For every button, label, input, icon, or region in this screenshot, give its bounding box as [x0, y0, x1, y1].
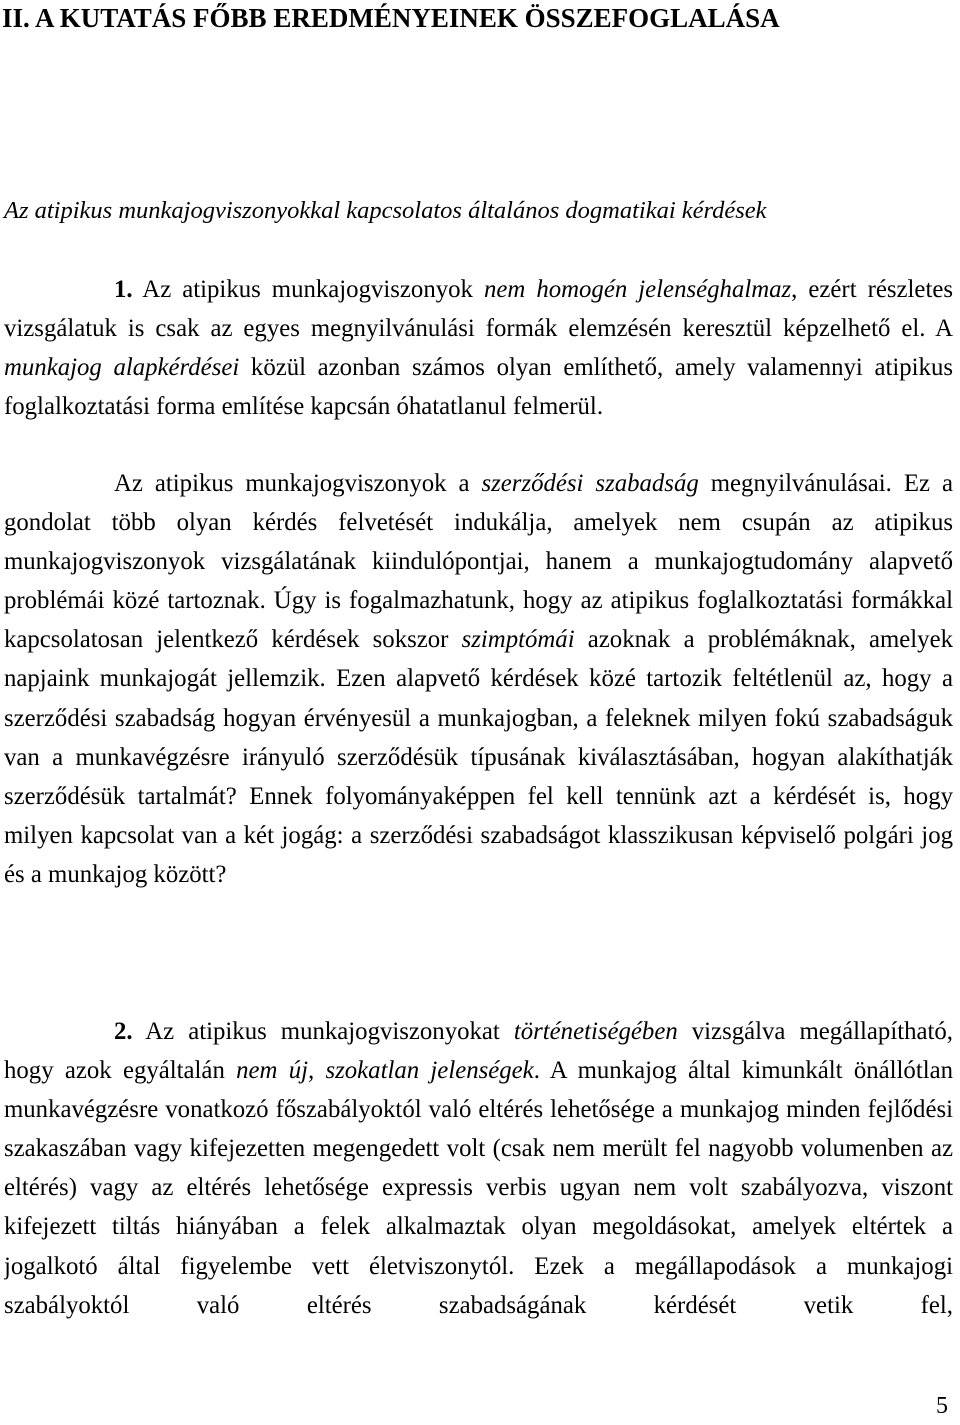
chapter-heading: II. A KUTATÁS FŐBB EREDMÉNYEINEK ÖSSZEFOGLALÁSA [2, 3, 780, 33]
paragraph-2 [4, 1012, 953, 1364]
paragraph-emphasis: szerződési szabadság [481, 470, 699, 497]
paragraph-text: Az atipikus munkajogviszonyok [132, 276, 484, 303]
paragraph-1 [4, 270, 953, 426]
paragraph-text: Az atipikus munkajogviszonyok a [114, 470, 482, 497]
paragraph-number: 1. [114, 276, 133, 303]
paragraph-text: , ezért részletes vizsgálatuk is csak az egyes megnyilvánulási formák elemzésén keresztül képzelhető el. A [4, 276, 953, 343]
page-number: 5 [936, 1393, 948, 1419]
paragraph-emphasis: nem új, szokatlan jelenségek [236, 1057, 534, 1085]
paragraph-1b [4, 464, 953, 894]
paragraph-text: . A munkajog által kimunkált önállótlan munkavégzésre vonatkozó főszabályoktól való eltérés lehetősége a munkajog minden fejlődési szakaszában vagy kifejezetten megengedett volt (csak nem merült fel nagyobb volumenben az eltérés) vagy az eltérés lehetősége expressis verbis ugyan nem volt szabályozva, viszont kifejezett tiltás hiányában a felek alkalmaztak olyan megoldásokat, amelyek eltértek a jogalkotó által figyelembe vett életviszonytól. Ezek a megállapodások a munkajogi szabályoktól való eltérés szabadságának kérdését vetik fel, [4, 1057, 953, 1319]
paragraph-emphasis: történetiségében [513, 1018, 678, 1045]
paragraph-text: azoknak a problémáknak, amelyek napjaink munkajogát jellemzik. Ezen alapvető kérdések közé tartozik feltétlenül az, hogy a szerződési szabadság hogyan érvényesül a munkajogban, a feleknek milyen fokú szabadságuk van a munkavégzésre irányuló szerződésük típusának kiválasztásában, hogyan alakíthatják szerződésük tartalmát? Ennek folyományaképpen fel kell tennünk azt a kérdését is, hogy milyen kapcsolat van a két jogág: a szerződési szabadságot klasszikusan képviselő polgári jog és a munkajog között? [4, 626, 953, 888]
section-subtitle: Az atipikus munkajogviszonyokkal kapcsolatos általános dogmatikai kérdések [4, 197, 767, 224]
paragraph-emphasis: szimptómái [461, 626, 575, 654]
paragraph-text: vizsgálva megállapítható, hogy azok egyáltalán [4, 1018, 953, 1085]
paragraph-number: 2. [114, 1018, 133, 1045]
paragraph-emphasis: munkajog alapkérdései [4, 354, 240, 382]
paragraph-emphasis: nem homogén jelenséghalmaz [483, 276, 792, 303]
paragraph-text: megnyilvánulásai. Ez a gondolat több olyan kérdés felvetését indukálja, amelyek nem csupán az atipikus munkajogviszonyok vizsgálatának kiindulópontjai, hanem a munkajogtudomány alapvető problémái közé tartoznak. Úgy is fogalmazhatunk, hogy az atipikus foglalkoztatási formákkal kapcsolatosan jelentkező kérdések sokszor [4, 470, 953, 654]
paragraph-text: közül azonban számos olyan említhető, amely valamennyi atipikus foglalkoztatási forma említése kapcsán óhatatlanul felmerül. [4, 354, 953, 421]
paragraph-text: Az atipikus munkajogviszonyokat [132, 1018, 514, 1045]
